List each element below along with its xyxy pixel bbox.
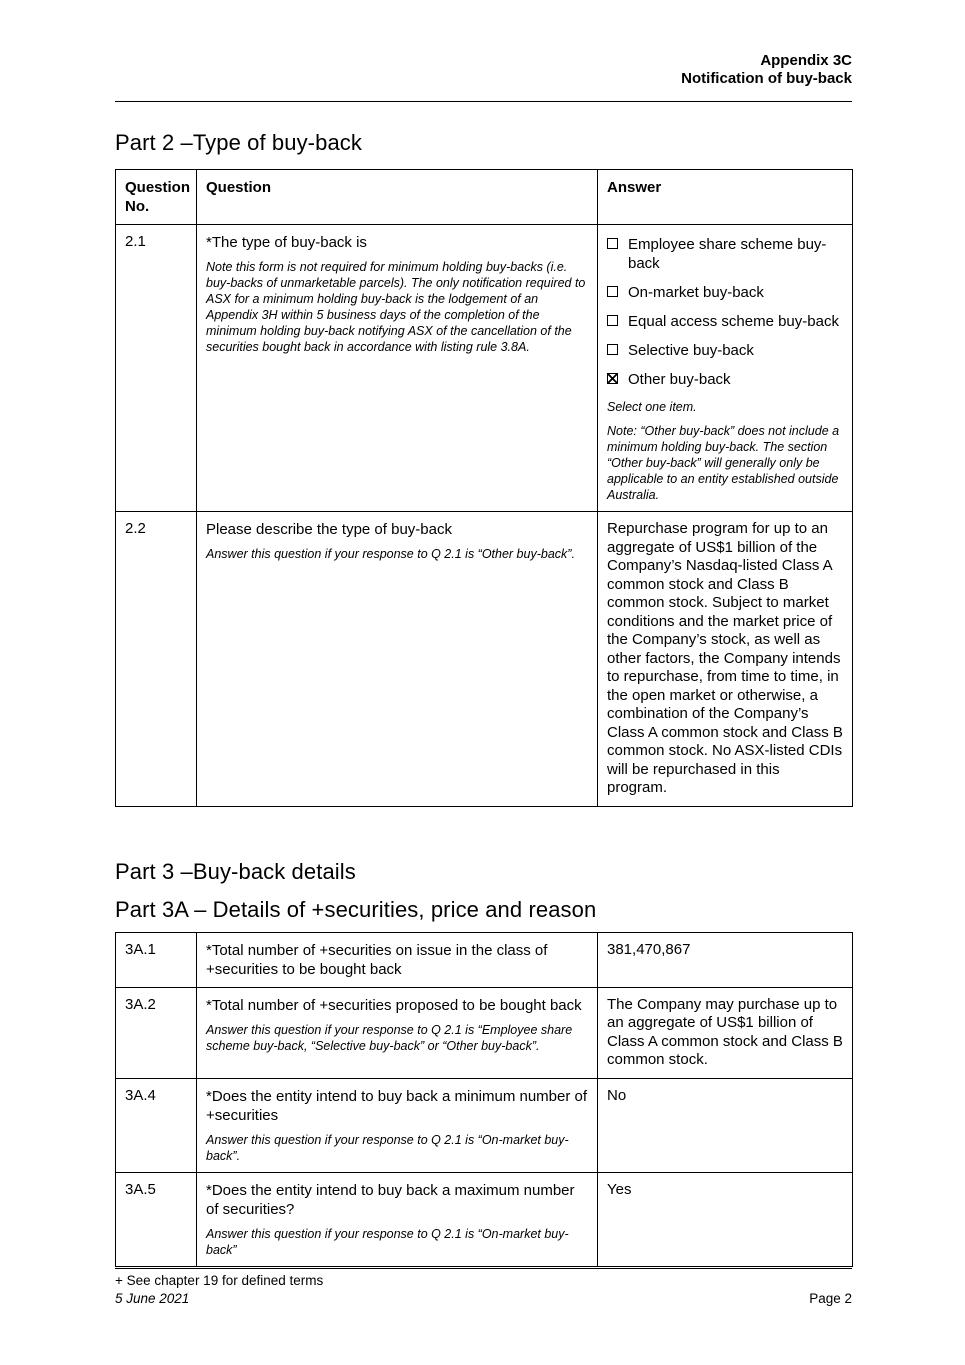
question-no-2-1: 2.1 [116,225,197,512]
checkbox-label: Equal access scheme buy-back [628,313,839,330]
table-row-3a-2 [116,987,853,1078]
question-no-3a-4: 3A.4 [116,1078,197,1172]
question-no-3a-5: 3A.5 [116,1172,197,1266]
checkbox-option-on-market[interactable] [607,283,843,302]
question-note-3a-2: Answer this question if your response to Q 2.1 is “Employee share scheme buy-back, “Selective buy-back” or “Other buy-back”. [206,1022,573,1053]
question-no-3a-1: 3A.1 [116,932,197,987]
footer-divider [115,1268,852,1269]
question-note-2-2: Answer this question if your response to Q 2.1 is “Other buy-back”. [206,547,575,561]
checkbox-other-checked-icon[interactable] [607,373,618,384]
answer-text-3a-2: The Company may purchase up to an aggregate of US$1 billion of Class A common stock and Class B common stock. [607,995,843,1068]
question-text-3a-4: *Does the entity intend to buy back a minimum number of +securities [206,1087,588,1124]
answer-text-3a-1: 381,470,867 [607,940,691,958]
part3a-table [115,932,853,1267]
page-header [115,52,852,88]
column-header-answer: Answer [598,170,853,225]
question-text-3a-5: *Does the entity intend to buy back a maximum number of securities? [206,1181,575,1218]
select-one-item-note: Select one item. [607,400,697,414]
question-text-2-2: Please describe the type of buy-back [206,521,452,538]
header-form-title: Notification of buy-back [681,70,852,87]
checkbox-label: On-market buy-back [628,284,764,301]
table-row-3a-5 [116,1172,853,1266]
answer-note-2-1: Note: “Other buy-back” does not include a minimum holding buy-back. The section “Other buy-back” will generally only be applicable to an entity established outside Australia. [607,424,840,502]
checkbox-option-selective[interactable] [607,341,843,360]
question-no-3a-2: 3A.2 [116,987,197,1078]
question-text-2-1: *The type of buy-back is [206,234,367,251]
checkbox-equal-access-icon[interactable] [607,315,618,326]
footer-date: 5 June 2021 [115,1291,190,1306]
checkbox-option-equal-access[interactable] [607,312,843,331]
question-no-2-2: 2.2 [116,512,197,807]
checkbox-option-other[interactable] [607,370,843,389]
checkbox-label: Employee share scheme buy-back [628,236,827,272]
part2-table-header-row [116,170,853,225]
checkbox-on-market-icon[interactable] [607,286,618,297]
table-row-2-2 [116,512,853,807]
checkbox-option-employee-share-scheme[interactable] [607,235,843,273]
table-row-2-1 [116,225,853,512]
header-appendix-label: Appendix 3C [760,52,852,69]
question-note-2-1: Note this form is not required for minimum holding buy-backs (i.e. buy-backs of unmarketable parcels). The only notification required to ASX for a minimum holding buy-back is the lodgement of an Appendix 3H within 5 business days of the completion of the minimum holding buy-back notifying ASX of the cancellation of the securities bought back in accordance with listing rule 3.8A. [206,260,586,354]
answer-text-3a-5: Yes [607,1180,632,1198]
question-note-3a-4: Answer this question if your response to Q 2.1 is “On-market buy-back”. [206,1132,569,1163]
table-row-3a-1 [116,932,853,987]
answer-text-2-2: Repurchase program for up to an aggregate of US$1 billion of the Company’s Nasdaq-listed Class A common stock and Class B common stock. Subject to market conditions and the market price of the Company’s stock, as well as other factors, the Company intends to repurchase, from time to time, in the open market or otherwise, a combination of the Company’s Class A common stock and Class B common stock. No ASX-listed CDIs will be repurchased in this program. [607,520,843,796]
header-divider [115,101,852,102]
question-text-3a-1: *Total number of +securities on issue in the class of +securities to be bought back [206,941,548,978]
checkbox-label: Selective buy-back [628,342,754,359]
question-text-3a-2: *Total number of +securities proposed to be bought back [206,996,582,1014]
table-row-3a-4 [116,1078,853,1172]
part2-table [115,169,853,807]
answer-text-3a-4: No [607,1086,627,1104]
page-footer [115,1268,852,1308]
part3-heading: Part 3 –Buy-back details [115,858,356,884]
checkbox-selective-icon[interactable] [607,344,618,355]
column-header-question-no: Question No. [116,170,197,225]
column-header-question: Question [197,170,598,225]
part3a-heading: Part 3A – Details of +securities, price and reason [115,896,597,922]
footer-defined-terms: + See chapter 19 for defined terms [115,1273,324,1288]
footer-page-number: Page 2 [809,1291,852,1306]
part2-heading: Part 2 –Type of buy-back [115,130,362,155]
question-note-3a-5: Answer this question if your response to Q 2.1 is “On-market buy-back” [206,1226,569,1257]
checkbox-label: Other buy-back [628,371,731,388]
checkbox-employee-share-scheme-icon[interactable] [607,238,618,249]
